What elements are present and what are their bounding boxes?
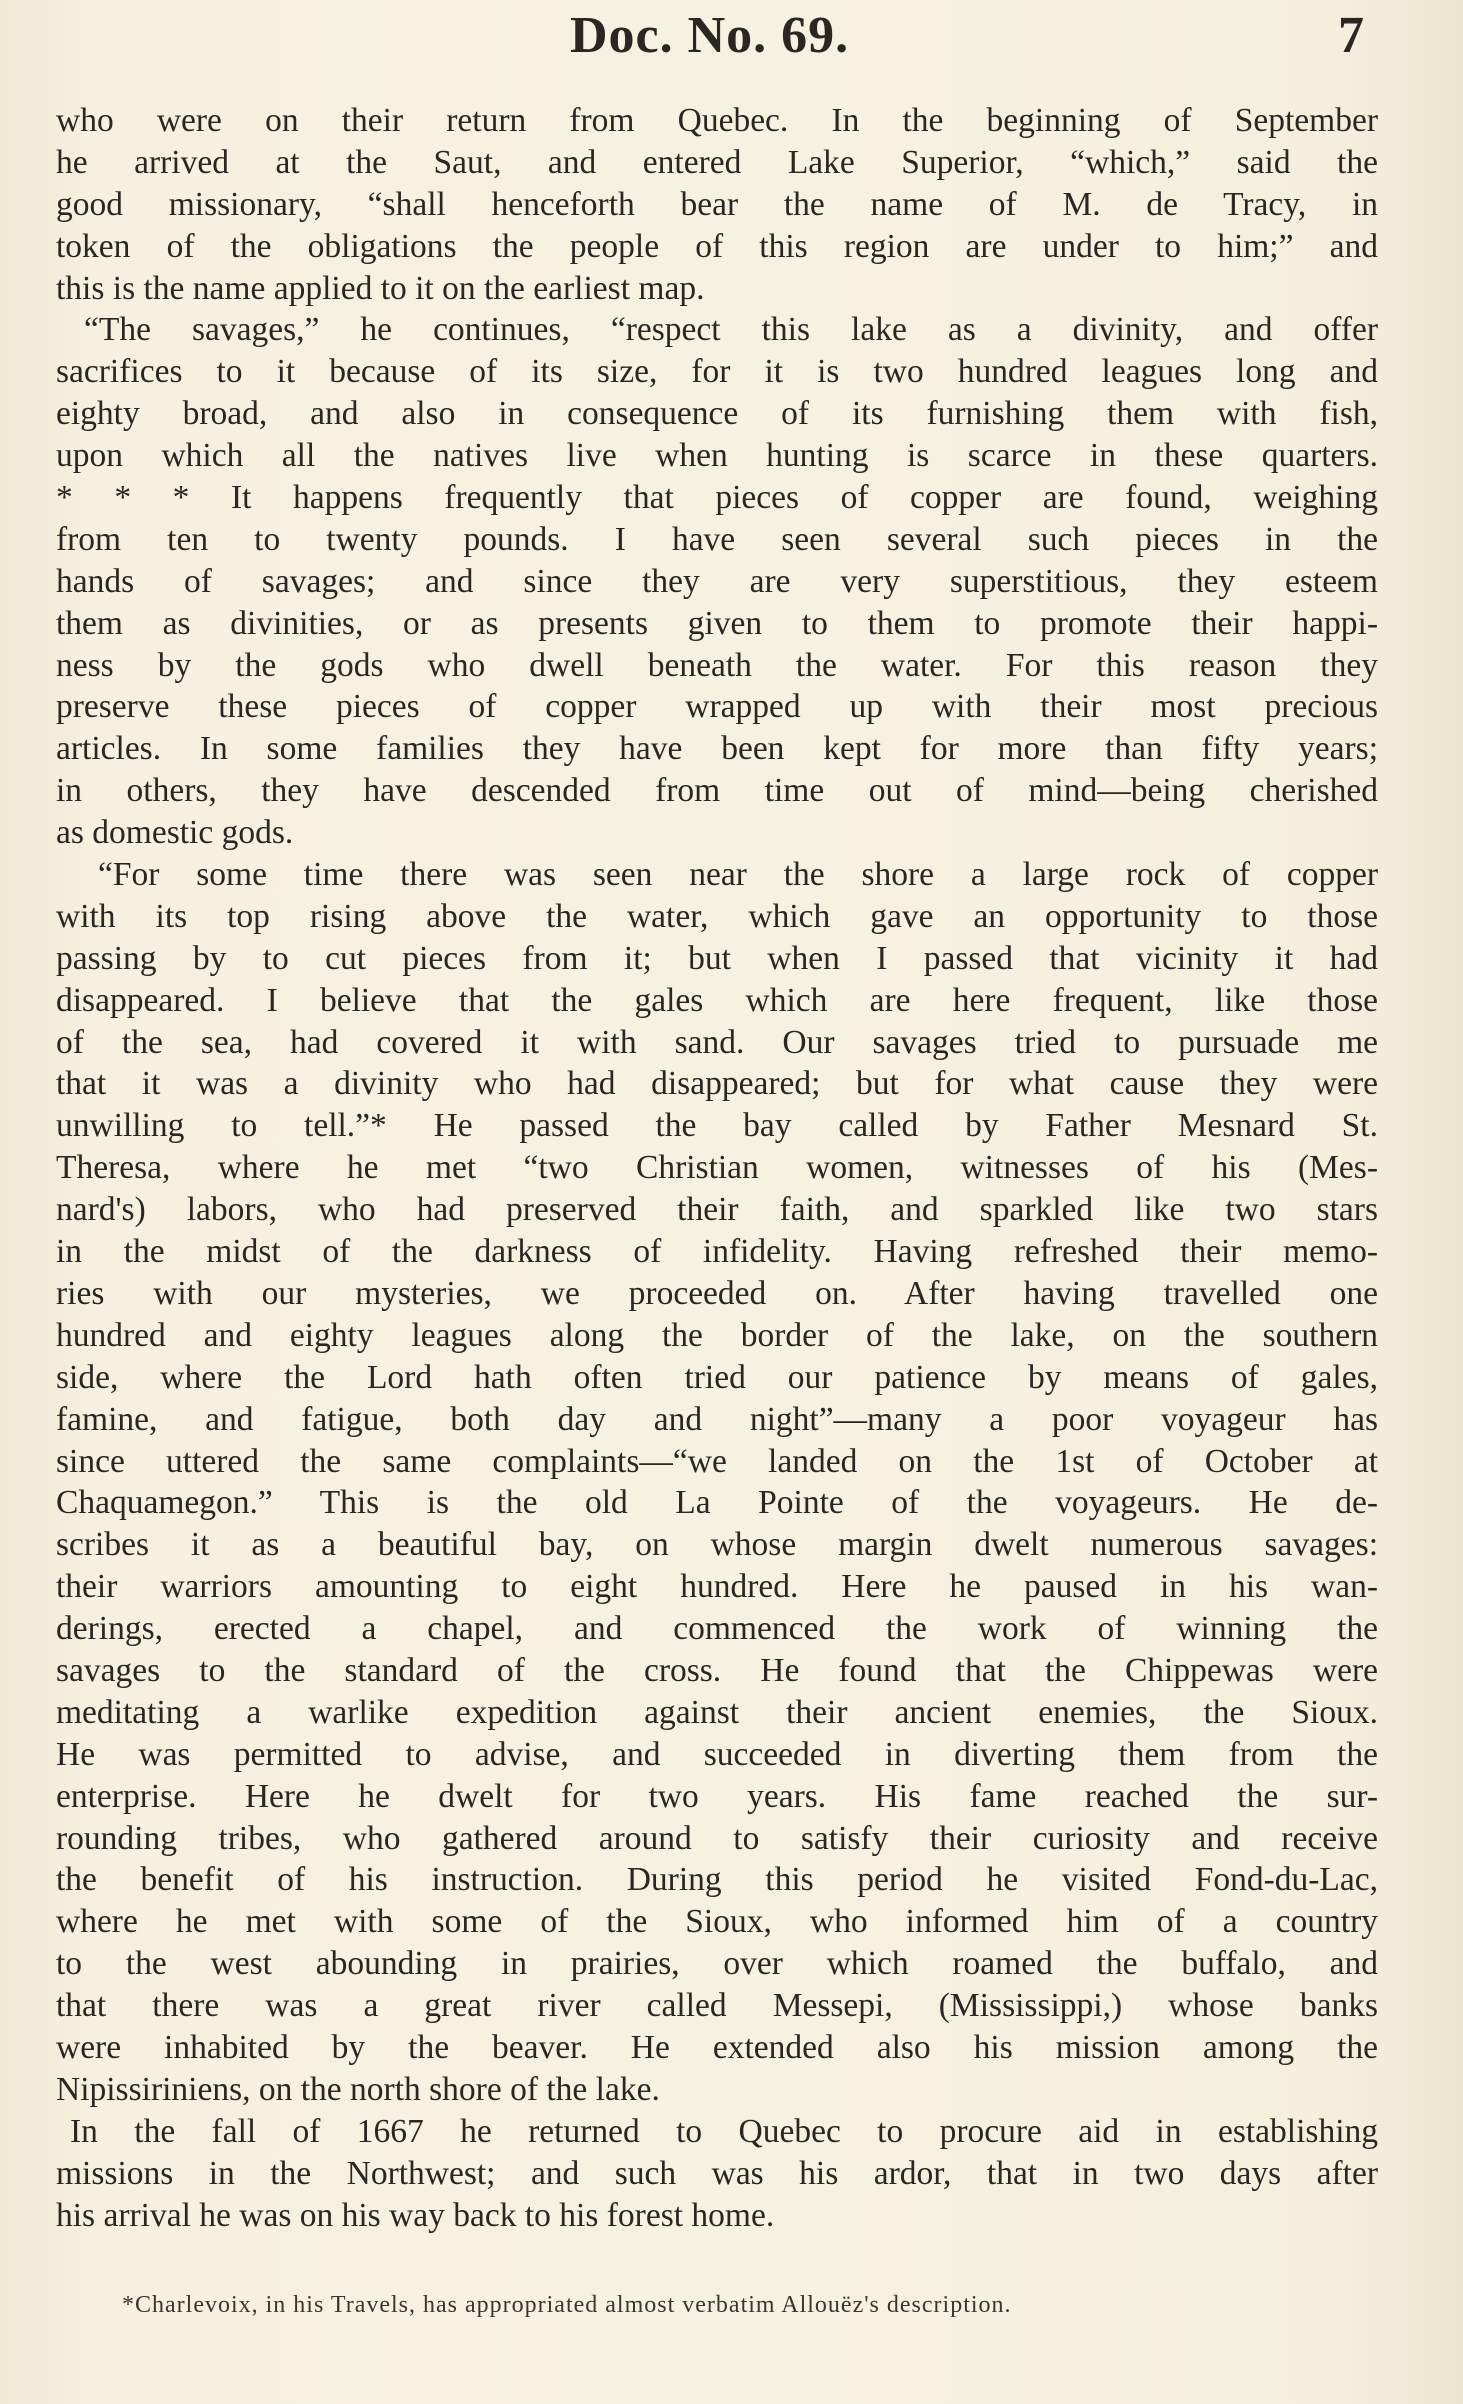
text-line: “The savages,” he continues, “respect this lake as a divinity, and offer: [84, 311, 1378, 349]
text-line: ness by the gods who dwell beneath the water. For this reason they: [56, 646, 1378, 684]
text-line: eighty broad, and also in consequence of its furnishing them with fish,: [56, 395, 1378, 433]
text-line: side, where the Lord hath often tried our patience by means of gales,: [56, 1358, 1378, 1396]
text-line: token of the obligations the people of this region are under to him;” and: [56, 227, 1378, 265]
text-line: as domestic gods.: [56, 814, 294, 852]
text-line: meditating a warlike expedition against their ancient enemies, the Sioux.: [56, 1693, 1378, 1731]
text-line: who were on their return from Quebec. In the beginning of September: [56, 102, 1378, 139]
text-line: that it was a divinity who had disappeared; but for what cause they were: [56, 1065, 1378, 1103]
text-line: Theresa, where he met “two Christian women, witnesses of his (Mes-: [56, 1149, 1378, 1187]
text-line: with its top rising above the water, which gave an opportunity to those: [56, 897, 1378, 935]
text-line: that there was a great river called Messepi, (Mississippi,) whose banks: [56, 1987, 1378, 2025]
text-line: to the west abounding in prairies, over which roamed the buffalo, and: [56, 1945, 1378, 1983]
text-line: “For some time there was seen near the shore a large rock of copper: [98, 856, 1378, 894]
text-line: hands of savages; and since they are very superstitious, they esteem: [56, 562, 1378, 600]
text-line: of the sea, had covered it with sand. Our savages tried to pursuade me: [56, 1023, 1378, 1061]
text-line: derings, erected a chapel, and commenced the work of winning the: [56, 1610, 1378, 1648]
text-line: * * * It happens frequently that pieces of copper are found, weighing: [56, 479, 1378, 517]
text-line: nard's) labors, who had preserved their faith, and sparkled like two stars: [56, 1191, 1378, 1229]
text-line: scribes it as a beautiful bay, on whose margin dwelt numerous savages:: [56, 1526, 1378, 1564]
text-line: famine, and fatigue, both day and night”—many a poor voyageur has: [56, 1400, 1378, 1438]
text-line: the benefit of his instruction. During this period he visited Fond-du-Lac,: [56, 1861, 1378, 1899]
text-line: upon which all the natives live when hunting is scarce in these quarters.: [56, 437, 1378, 475]
text-line: enterprise. Here he dwelt for two years. His fame reached the sur-: [56, 1777, 1378, 1815]
text-line: hundred and eighty leagues along the border of the lake, on the southern: [56, 1316, 1378, 1354]
text-line: from ten to twenty pounds. I have seen several such pieces in the: [56, 520, 1378, 558]
text-line: preserve these pieces of copper wrapped up with their most precious: [56, 688, 1378, 726]
body-text: [56, 100, 1378, 2236]
text-line: savages to the standard of the cross. He found that the Chippewas were: [56, 1651, 1378, 1689]
text-line: where he met with some of the Sioux, who informed him of a country: [56, 1903, 1378, 1941]
text-line: good missionary, “shall henceforth bear the name of M. de Tracy, in: [56, 185, 1378, 223]
text-line: He was permitted to advise, and succeeded in diverting them from the: [56, 1735, 1378, 1773]
text-line: ries with our mysteries, we proceeded on. After having travelled one: [56, 1274, 1378, 1312]
text-line: in the midst of the darkness of infidelity. Having refreshed their memo-: [56, 1233, 1378, 1271]
text-line: unwilling to tell.”* He passed the bay called by Father Mesnard St.: [56, 1107, 1378, 1145]
text-line: since uttered the same complaints—“we landed on the 1st of October at: [56, 1442, 1378, 1480]
text-line: he arrived at the Saut, and entered Lake Superior, “which,” said the: [56, 143, 1378, 181]
text-line: their warriors amounting to eight hundred. Here he paused in his wan-: [56, 1568, 1378, 1606]
running-title: Doc. No. 69.: [570, 7, 850, 64]
text-line: passing by to cut pieces from it; but when I passed that vicinity it had: [56, 939, 1378, 977]
page-number: 7: [1338, 7, 1364, 64]
text-line: In the fall of 1667 he returned to Quebec to procure aid in establishing: [70, 2112, 1378, 2150]
text-line: Nipissiriniens, on the north shore of the lake.: [56, 2070, 660, 2108]
text-line: sacrifices to it because of its size, for it is two hundred leagues long and: [56, 353, 1378, 391]
text-line: Chaquamegon.” This is the old La Pointe of the voyageurs. He de-: [56, 1484, 1378, 1522]
text-line: disappeared. I believe that the gales which are here frequent, like those: [56, 981, 1378, 1019]
text-line: them as divinities, or as presents given to them to promote their happi-: [56, 604, 1378, 642]
text-line: this is the name applied to it on the earliest map.: [56, 269, 705, 307]
text-line: rounding tribes, who gathered around to satisfy their curiosity and receive: [56, 1819, 1378, 1857]
footnote: *Charlevoix, in his Travels, has appropriated almost verbatim Allouëz's description.: [122, 2292, 1012, 2318]
text-line: in others, they have descended from time out of mind—being cherished: [56, 772, 1378, 810]
text-line: were inhabited by the beaver. He extended also his mission among the: [56, 2028, 1378, 2066]
text-line: missions in the Northwest; and such was his ardor, that in two days after: [56, 2154, 1378, 2192]
text-line: his arrival he was on his way back to his forest home.: [56, 2196, 775, 2234]
page-header: [0, 0, 1463, 80]
text-line: articles. In some families they have been kept for more than fifty years;: [56, 730, 1378, 768]
